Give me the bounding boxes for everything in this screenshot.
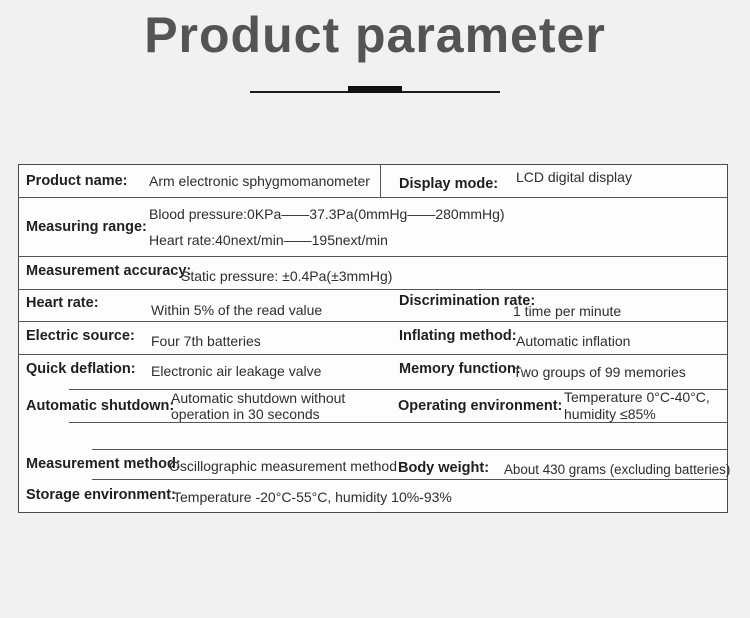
- measurement-accuracy-label: Measurement accuracy:: [26, 263, 192, 279]
- body-weight-value: About 430 grams (excluding batteries): [504, 462, 731, 477]
- quick-deflation-label: Quick deflation:: [26, 361, 136, 377]
- operating-environment-label: Operating environment:: [398, 398, 563, 414]
- product-name-label: Product name:: [26, 173, 128, 189]
- electric-source-label: Electric source:: [26, 328, 135, 344]
- measurement-method-value: Oscillographic measurement method: [169, 458, 397, 474]
- measuring-range-value-1: Blood pressure:0KPa——37.3Pa(0mmHg——280mmHg): [149, 206, 505, 222]
- row-divider: [19, 197, 727, 198]
- measurement-method-label: Measurement method:: [26, 456, 181, 472]
- row-divider: [19, 289, 727, 290]
- memory-function-value: Two groups of 99 memories: [513, 364, 686, 380]
- measuring-range-label: Measuring range:: [26, 219, 147, 235]
- row-divider-partial: [69, 422, 727, 423]
- automatic-shutdown-label: Automatic shutdown:: [26, 398, 175, 414]
- row-divider: [19, 256, 727, 257]
- measurement-accuracy-value: Static pressure: ±0.4Pa(±3mmHg): [181, 268, 393, 284]
- display-mode-value: LCD digital display: [516, 169, 632, 185]
- electric-source-value: Four 7th batteries: [151, 333, 261, 349]
- storage-environment-value: Temperature -20°C-55°C, humidity 10%-93%: [173, 489, 452, 505]
- spec-table: [18, 164, 731, 513]
- operating-environment-value-2: humidity ≤85%: [564, 406, 656, 422]
- body-weight-label: Body weight:: [398, 460, 490, 476]
- storage-environment-label: Storage environment:: [26, 487, 176, 503]
- row-divider: [19, 321, 727, 322]
- page-title: Product parameter: [144, 7, 606, 63]
- title-underline-accent: [348, 86, 402, 93]
- automatic-shutdown-value-1: Automatic shutdown without: [171, 390, 346, 406]
- product-name-value: Arm electronic sphygmomanometer: [149, 173, 370, 189]
- row-divider-partial: [92, 479, 727, 480]
- heart-rate-value: Within 5% of the read value: [151, 302, 323, 318]
- measuring-range-value-2: Heart rate:40next/min——195next/min: [149, 232, 388, 248]
- memory-function-label: Memory function:: [399, 361, 521, 377]
- discrimination-rate-label: Discrimination rate:: [399, 293, 536, 309]
- column-divider: [380, 165, 381, 197]
- row-divider-partial: [92, 449, 727, 450]
- inflating-method-value: Automatic inflation: [516, 333, 631, 349]
- operating-environment-value-1: Temperature 0°C-40°C,: [564, 389, 710, 405]
- inflating-method-label: Inflating method:: [399, 328, 517, 344]
- row-divider: [19, 354, 727, 355]
- automatic-shutdown-value-2: operation in 30 seconds: [171, 406, 320, 422]
- heart-rate-label: Heart rate:: [26, 295, 99, 311]
- quick-deflation-value: Electronic air leakage valve: [151, 363, 322, 379]
- display-mode-label: Display mode:: [399, 176, 499, 192]
- discrimination-rate-value: 1 time per minute: [513, 303, 622, 319]
